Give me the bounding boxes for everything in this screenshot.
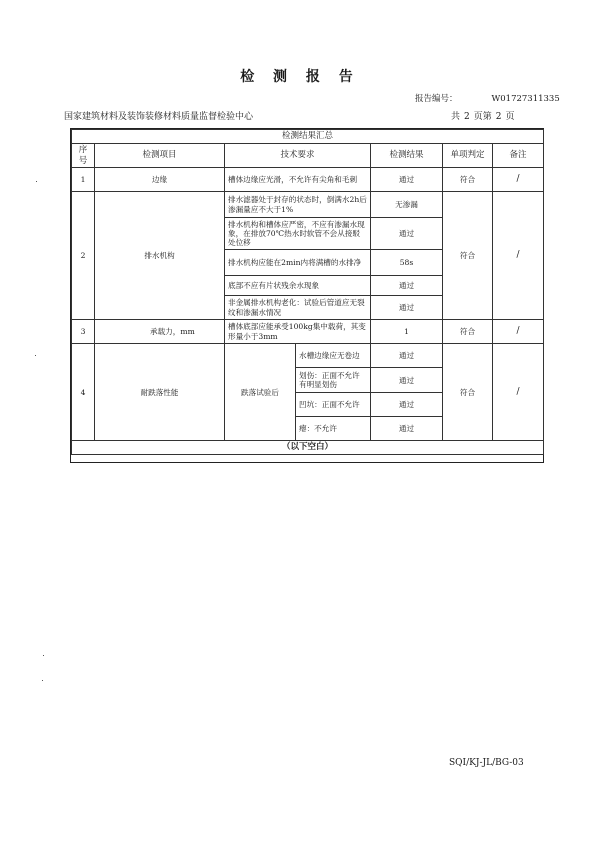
row4-sub3-result: 通过	[371, 393, 443, 417]
header-seq: 序号	[72, 144, 95, 168]
report-title: 检 测 报 告	[240, 69, 360, 85]
results-table	[71, 129, 544, 455]
header-item: 检测项目	[95, 144, 225, 168]
header-requirement: 技术要求	[225, 144, 371, 168]
scan-speck	[42, 680, 43, 681]
row4-remark: /	[493, 344, 544, 441]
pages-total-prefix: 共	[451, 112, 461, 122]
row2-seq: 2	[72, 192, 95, 320]
row3-requirement: 槽体底部应能承受100kg集中载荷，其变形量小于3mm	[225, 320, 371, 344]
report-number-value: W01727311335	[491, 94, 560, 104]
row2-sub1-requirement: 排水滤器处于封存的状态时，倒满水2h后渗漏量应不大于1%	[225, 192, 371, 218]
row2-sub2-result: 通过	[371, 218, 443, 250]
row2-sub2-requirement: 排水机构和槽体应严密，不应有渗漏水现象，在排放70℃热水时软管不会从接駁处位移	[225, 218, 371, 250]
scan-speck	[36, 181, 37, 182]
table-caption: 检测结果汇总	[72, 130, 544, 144]
table-row	[72, 344, 544, 368]
row2-remark: /	[493, 192, 544, 320]
pages-current: 2	[495, 112, 502, 122]
header-verdict: 单项判定	[443, 144, 493, 168]
row3-verdict: 符合	[443, 320, 493, 344]
row2-verdict: 符合	[443, 192, 493, 320]
header-remark: 备注	[493, 144, 544, 168]
row4-item: 耐跌落性能	[95, 344, 225, 441]
table-row	[72, 192, 544, 218]
report-number	[415, 92, 560, 104]
end-note: （以下空白）	[72, 441, 544, 455]
header-result: 检测结果	[371, 144, 443, 168]
table-row	[72, 320, 544, 344]
report-number-label: 报告编号：	[415, 94, 458, 104]
row4-sub2-requirement: 划伤：正面不允许有明显划伤	[296, 368, 371, 393]
row2-sub3-result: 58s	[371, 250, 443, 276]
row4-sub4-result: 通过	[371, 417, 443, 441]
row2-item: 排水机构	[95, 192, 225, 320]
row4-sub2-result: 通过	[371, 368, 443, 393]
row1-item: 边缘	[95, 168, 225, 192]
form-code: SQI/KJ-JL/BG-03	[449, 758, 524, 768]
row4-sub3-requirement: 凹坑：正面不允许	[296, 393, 371, 417]
table-row	[72, 168, 544, 192]
scan-speck	[43, 655, 44, 656]
row4-sub1-requirement: 水槽边缘应无卷边	[296, 344, 371, 368]
page-indicator	[451, 109, 519, 122]
row1-verdict: 符合	[443, 168, 493, 192]
row1-remark: /	[493, 168, 544, 192]
row1-seq: 1	[72, 168, 95, 192]
row3-seq: 3	[72, 320, 95, 344]
row1-requirement: 槽体边缘应光滑，不允许有尖角和毛刺	[225, 168, 371, 192]
row2-sub5-requirement: 非金属排水机构老化：试验后管道应无裂纹和渗漏水情况	[225, 296, 371, 320]
row2-sub1-result: 无渗漏	[371, 192, 443, 218]
row4-verdict: 符合	[443, 344, 493, 441]
row2-sub4-requirement: 底部不应有片状残余水现象	[225, 276, 371, 296]
row4-method: 跌落试验后	[225, 344, 296, 441]
row4-sub4-requirement: 瘪：不允许	[296, 417, 371, 441]
row1-result: 通过	[371, 168, 443, 192]
pages-current-unit: 页	[505, 112, 515, 122]
scan-speck	[35, 355, 36, 356]
institution-name: 国家建筑材料及装饰装修材料质量监督检验中心	[64, 112, 254, 122]
row2-sub5-result: 通过	[371, 296, 443, 320]
row4-sub1-result: 通过	[371, 344, 443, 368]
row3-item: 承载力，mm	[95, 320, 225, 344]
row3-result: 1	[371, 320, 443, 344]
row4-seq: 4	[72, 344, 95, 441]
row2-sub4-result: 通过	[371, 276, 443, 296]
row3-remark: /	[493, 320, 544, 344]
pages-total: 2	[464, 112, 470, 122]
row2-sub3-requirement: 排水机构应能在2min内将满槽的水排净	[225, 250, 371, 276]
pages-total-unit: 页第	[473, 112, 492, 122]
